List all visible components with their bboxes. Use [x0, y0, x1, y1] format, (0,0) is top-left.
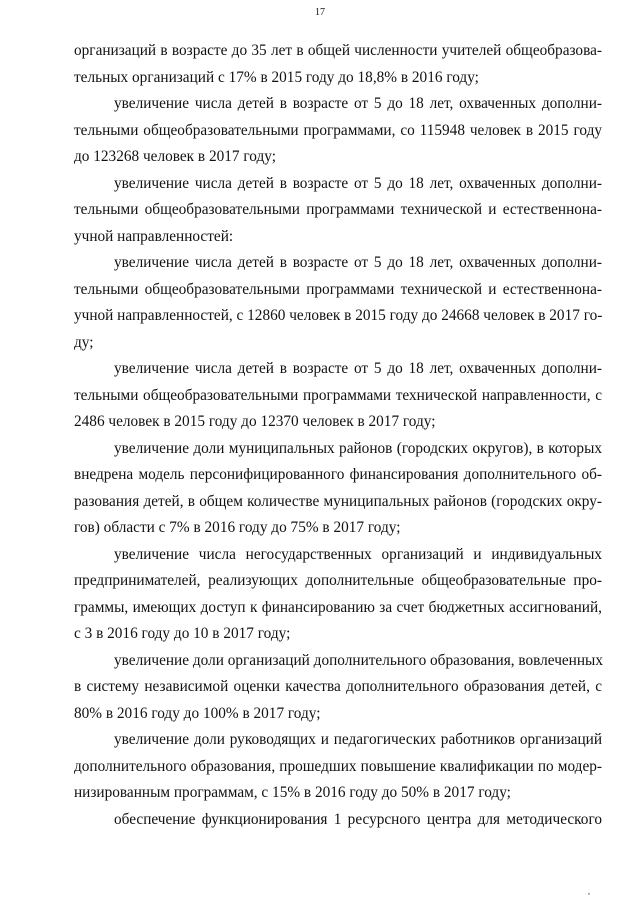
- text-line: увеличение числа негосударственных организаций и индивидуальных: [114, 545, 602, 563]
- text-line: граммы, имеющих доступ к финансированию за счет бюджетных ассигнований,: [74, 598, 602, 616]
- text-line: увеличение доли руководящих и педагогических работников организаций: [114, 731, 602, 748]
- paragraph: [74, 807, 602, 834]
- text-line: ду;: [74, 333, 94, 351]
- text-line: 80% в 2016 году до 100% в 2017 году;: [74, 704, 321, 722]
- text-line: увеличение числа детей в возрасте от 5 до 18 лет, охваченных дополни-: [114, 254, 602, 271]
- paragraph: [74, 250, 602, 356]
- text-line: внедрена модель персонифицированного финансирования дополнительного об-: [74, 466, 602, 483]
- paragraph: [74, 91, 602, 171]
- text-line: организаций в возрасте до 35 лет в общей численности учителей общеобразова-: [74, 42, 602, 59]
- paragraph: [74, 648, 602, 728]
- paragraph: [74, 727, 602, 807]
- paragraph: [74, 171, 602, 251]
- text-line: тельными общеобразовательными программами технической и естественнона-: [74, 280, 602, 298]
- page-number: 17: [315, 7, 325, 18]
- text-line: тельными общеобразовательными программами технической направленности, с: [74, 386, 602, 404]
- text-line: дополнительного образования, прошедших повышение квалификации по модер-: [74, 757, 602, 775]
- text-line: тельными общеобразовательными программами технической и естественнона-: [74, 201, 602, 218]
- text-line: увеличение доли организаций дополнительного образования, вовлеченных: [114, 651, 603, 669]
- text-line: в систему независимой оценки качества дополнительного образования детей, с: [74, 678, 602, 695]
- text-line: тельных организаций с 17% в 2015 году до 18,8% в 2016 году;: [74, 68, 479, 86]
- text-line: тельными общеобразовательными программами, со 115948 человек в 2015 году: [74, 121, 602, 139]
- text-line: предпринимателей, реализующих дополнительные общеобразовательные про-: [74, 572, 602, 589]
- text-line: увеличение числа детей в возрасте от 5 до 18 лет, охваченных дополни-: [114, 360, 602, 377]
- paragraph: [74, 38, 602, 91]
- paragraph: [74, 542, 602, 648]
- text-line: увеличение числа детей в возрасте от 5 до 18 лет, охваченных дополни-: [114, 174, 602, 192]
- text-line: учной направленностей, с 12860 человек в 2015 году до 24668 человек в 2017 го-: [74, 307, 603, 324]
- text-line: разования детей, в общем количестве муниципальных районов (городских окру-: [74, 492, 602, 510]
- paragraph: [74, 436, 602, 542]
- text-line: увеличение числа детей в возрасте от 5 до 18 лет, охваченных дополни-: [114, 95, 602, 112]
- text-line: с 3 в 2016 году до 10 в 2017 году;: [74, 625, 291, 642]
- paragraph: [74, 356, 602, 436]
- text-line: до 123268 человек в 2017 году;: [74, 148, 276, 165]
- document-body: [74, 38, 602, 833]
- text-line: увеличение доли муниципальных районов (городских округов), в которых: [114, 439, 602, 457]
- text-line: учной направленностей:: [74, 227, 234, 245]
- text-line: низированным программам, с 15% в 2016 году до 50% в 2017 году;: [74, 784, 511, 801]
- corner-mark: ,: [588, 887, 590, 896]
- text-line: обеспечение функционирования 1 ресурсного центра для методического: [114, 810, 602, 828]
- text-line: 2486 человек в 2015 году до 12370 человек в 2017 году;: [74, 413, 436, 430]
- text-line: гов) области с 7% в 2016 году до 75% в 2017 году;: [74, 519, 401, 536]
